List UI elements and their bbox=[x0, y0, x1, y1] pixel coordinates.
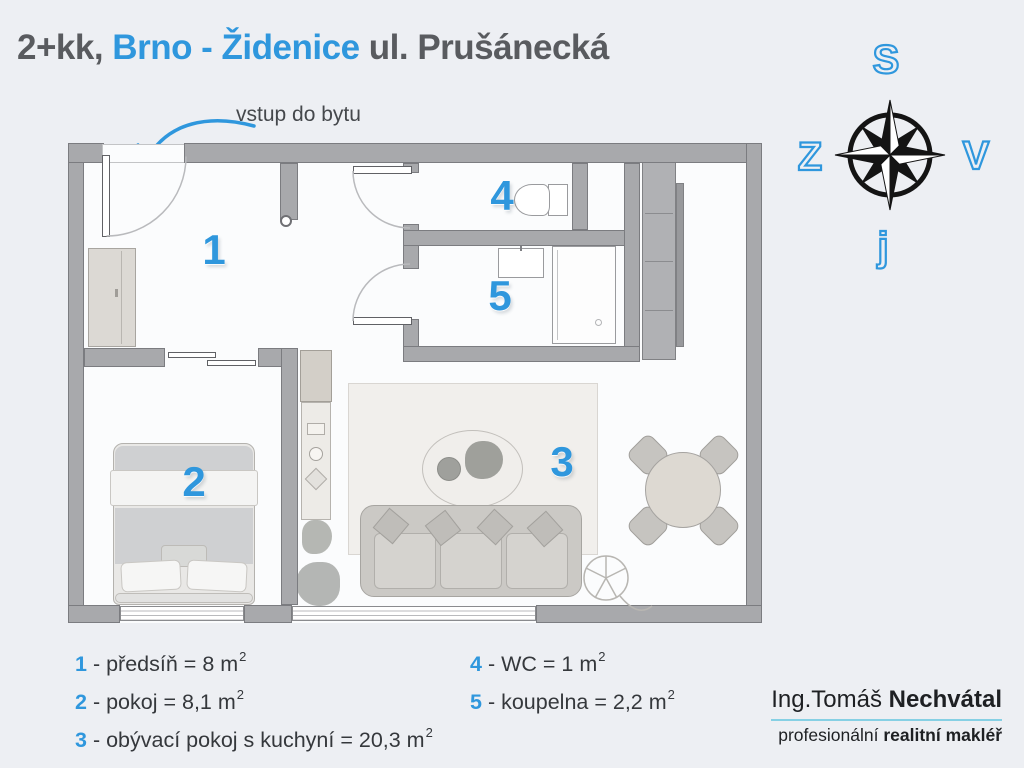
compass-north-label: S bbox=[872, 38, 900, 82]
agent-name bbox=[771, 686, 1002, 714]
legend-num: 5 bbox=[470, 690, 482, 715]
agent-name-surname: Nechvátal bbox=[888, 686, 1002, 713]
agent-name-prefix: Ing.Tomáš bbox=[771, 686, 889, 713]
agent-signature bbox=[771, 686, 1002, 746]
legend-text: - obývací pokoj s kuchyní = 20,3 m bbox=[92, 728, 425, 753]
legend-item bbox=[470, 646, 675, 684]
legend-text: - koupelna = 2,2 m bbox=[487, 690, 667, 715]
title-street: ul. Prušánecká bbox=[368, 28, 609, 67]
legend-text: - WC = 1 m bbox=[487, 652, 598, 677]
entrance-door-arc bbox=[107, 157, 187, 237]
room-label-bathroom: 5 bbox=[488, 272, 512, 319]
title-type: 2+kk, bbox=[17, 28, 104, 67]
legend-item bbox=[75, 646, 433, 684]
agent-tagline bbox=[771, 725, 1002, 746]
legend-sup: 2 bbox=[598, 649, 606, 664]
signature-divider bbox=[771, 719, 1002, 721]
room-label-bedroom: 2 bbox=[182, 458, 206, 505]
legend-right-column bbox=[470, 646, 675, 722]
title-location: Brno - Židenice bbox=[112, 28, 360, 67]
legend-item bbox=[470, 684, 675, 722]
compass-south-label: j bbox=[877, 225, 889, 269]
floor-lamp bbox=[584, 556, 652, 610]
room-label-hall: 1 bbox=[202, 226, 226, 273]
legend-num: 3 bbox=[75, 728, 87, 753]
bathroom-door-arc bbox=[353, 264, 410, 321]
wc-door-arc bbox=[353, 171, 410, 228]
compass-east-label: V bbox=[962, 134, 990, 178]
agent-tagline-prefix: profesionální bbox=[778, 725, 884, 745]
legend-left-column bbox=[75, 646, 433, 760]
legend-sup: 2 bbox=[667, 687, 675, 702]
legend-text: - pokoj = 8,1 m bbox=[92, 690, 236, 715]
legend-item bbox=[75, 684, 433, 722]
legend-text: - předsíň = 8 m bbox=[92, 652, 239, 677]
legend-item bbox=[75, 722, 433, 760]
room-label-living: 3 bbox=[550, 438, 574, 485]
compass-west-label: Z bbox=[797, 135, 823, 179]
legend-num: 1 bbox=[75, 652, 87, 677]
legend-sup: 2 bbox=[236, 687, 245, 702]
legend-num: 2 bbox=[75, 690, 87, 715]
legend-sup: 2 bbox=[239, 649, 247, 664]
agent-tagline-bold: realitní makléř bbox=[883, 725, 1002, 745]
room-label-wc: 4 bbox=[490, 172, 514, 219]
legend-num: 4 bbox=[470, 652, 482, 677]
legend-sup: 2 bbox=[425, 725, 433, 740]
entrance-label: vstup do bytu bbox=[236, 103, 361, 126]
